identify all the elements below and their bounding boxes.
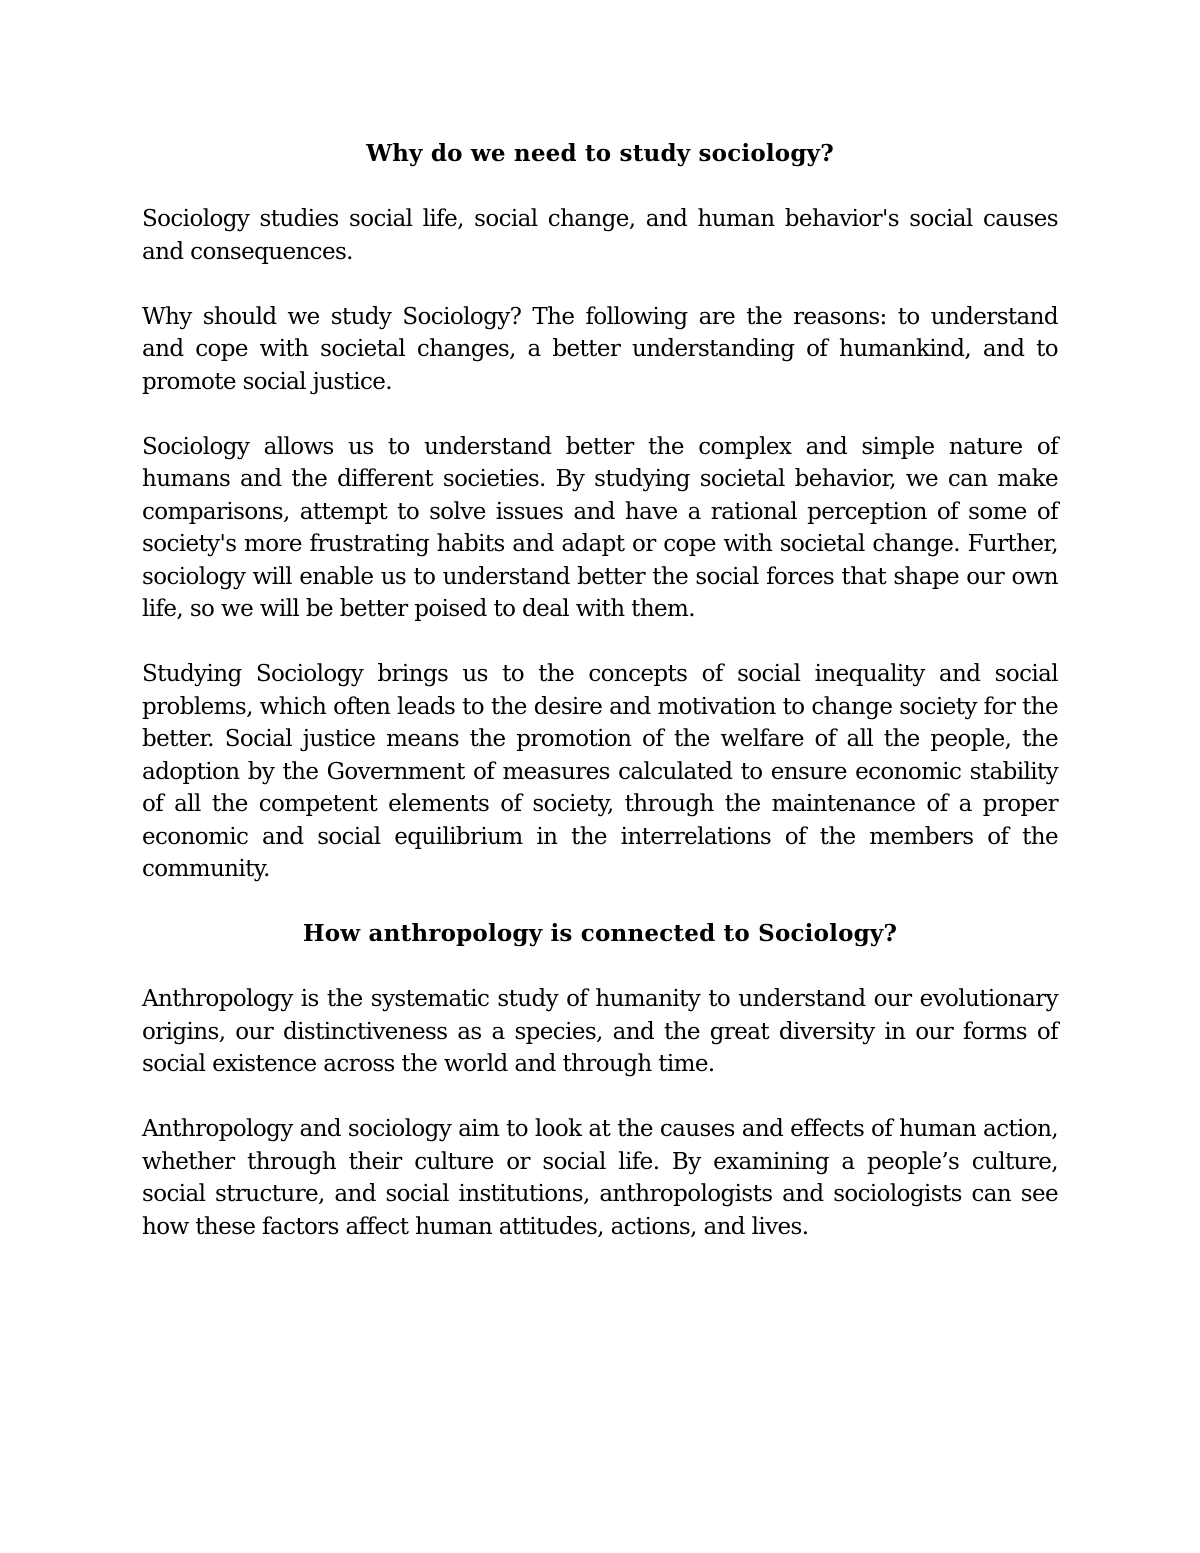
paragraph-understanding: Sociology allows us to understand better the complex and simple nature of humans and the different societies. By studying societal behavior, we can make comparisons, attempt to solve issues and have a rational perception of some of society's more frustrating habits and adapt or cope with societal change. Further, sociology will enable us to understand better the social forces that shape our own life, so we will be better poised to deal with them.	[142, 433, 1058, 622]
heading-why-study-sociology: Why do we need to study sociology?	[366, 140, 834, 167]
heading-anthropology-connection: How anthropology is connected to Sociology?	[302, 920, 898, 947]
paragraph-social-justice: Studying Sociology brings us to the concepts of social inequality and social problems, which often leads to the desire and motivation to change society for the better. Social justice means the promotion of the welfare of all the people, the adoption by the Government of measures calculated to ensure economic stability of all the competent elements of society, through the maintenance of a proper economic and social equilibrium in the interrelations of the members of the community.	[142, 661, 1058, 882]
paragraph-reasons: Why should we study Sociology? The following are the reasons: to understand and cope with societal changes, a better understanding of humankind, and to promote social justice.	[142, 303, 1058, 395]
paragraph-anthropology-definition: Anthropology is the systematic study of humanity to understand our evolutionary origins, our distinctiveness as a species, and the great diversity in our forms of social existence across the world and through time.	[142, 986, 1058, 1077]
document-page	[142, 138, 1058, 1243]
paragraph-anthropology-sociology: Anthropology and sociology aim to look at the causes and effects of human action, whether through their culture or social life. By examining a people’s culture, social structure, and social institutions, anthropologists and sociologists can see how these factors affect human attitudes, actions, and lives.	[142, 1116, 1058, 1240]
paragraph-definition: Sociology studies social life, social change, and human behavior's social causes and consequences.	[142, 206, 1058, 265]
